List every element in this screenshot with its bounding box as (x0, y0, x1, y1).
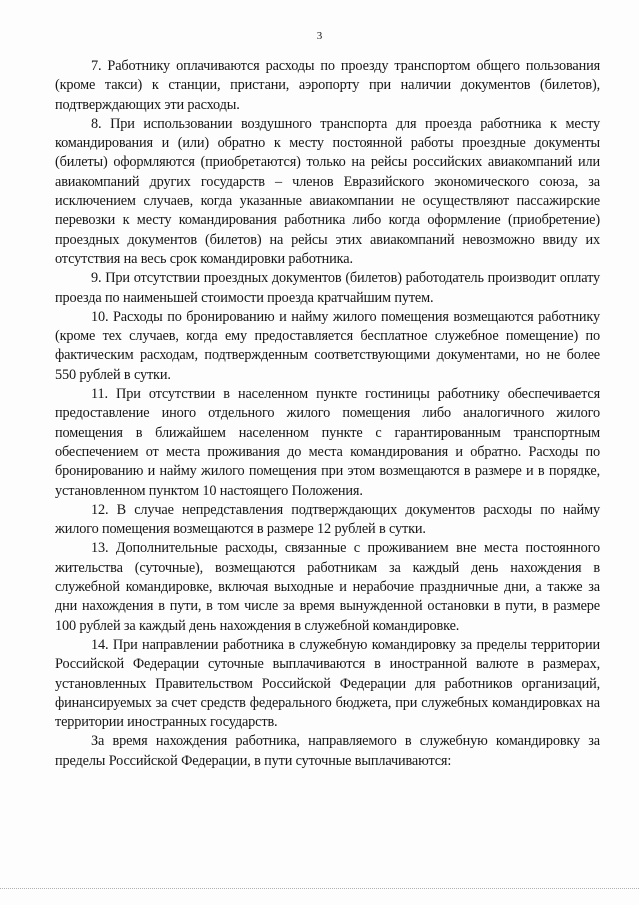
paragraph-14-continuation: За время нахождения работника, направляемого в служебную командировку за пределы Российской Федерации, в пути суточные выплачиваются: (55, 733, 600, 769)
paragraph-12: 12. В случае непредставления подтверждающих документов расходы по найму жилого помещения возмещаются в размере 12 рублей в сутки. (55, 501, 600, 538)
page-number: 3 (316, 30, 323, 42)
paragraph-13: 13. Дополнительные расходы, связанные с проживанием вне места постоянного жительства (суточные), возмещаются работникам за каждый день нахождения в служебной командировке, включая выходные и нерабочие праздничные дни, а также за дни нахождения в пути, в том числе за время вынужденной остановки в пути, в размере 100 рублей за каждый день нахождения в служебной командировке. (55, 540, 600, 634)
document-body (55, 57, 600, 771)
paragraph-14: 14. При направлении работника в служебную командировку за пределы территории Российской Федерации суточные выплачиваются в иностранной валюте в размерах, установленных Правительством Российской Федерации для работников организаций, финансируемых за счет средств федерального бюджета, при служебных командировках на территории иностранных государств. (55, 636, 600, 731)
paragraph-10: 10. Расходы по бронированию и найму жилого помещения возмещаются работнику (кроме тех случаев, когда ему предоставляется бесплатное служебное помещение) по фактическим расходам, подтвержденным соответствующими документами, но не более 550 рублей в сутки. (55, 308, 600, 383)
paragraph-9: 9. При отсутствии проездных документов (билетов) работодатель производит оплату проезда по наименьшей стоимости проезда кратчайшим путем. (55, 270, 600, 306)
page-bottom-edge (0, 888, 639, 889)
paragraph-11: 11. При отсутствии в населенном пункте гостиницы работнику обеспечивается предоставление иного отдельного жилого помещения либо аналогичного жилого помещения в ближайшем населенном пункте с гарантированным транспортным обеспечением от места проживания до места командирования и обратно. Расходы по бронированию и найму жилого помещения при этом возмещаются в размере и в порядке, установленном пунктом 10 настоящего Положения. (55, 386, 600, 499)
paragraph-7: 7. Работнику оплачиваются расходы по проезду транспортом общего пользования (кроме такси) к станции, пристани, аэропорту при наличии документов (билетов), подтверждающих эти расходы. (55, 58, 600, 113)
paragraph-8: 8. При использовании воздушного транспорта для проезда работника к месту командирования и (или) обратно к месту постоянной работы проездные документы (билеты) оформляются (приобретаются) только на рейсы российских авиакомпаний или авиакомпаний других государств – членов Евразийского экономического союза, за исключением случаев, когда указанные авиакомпании не осуществляют пассажирские перевозки к месту командирования работника либо когда оформление (приобретение) проездных документов (билетов) на рейсы этих авиакомпаний невозможно ввиду их отсутствия на весь срок командировки работника. (55, 115, 600, 267)
